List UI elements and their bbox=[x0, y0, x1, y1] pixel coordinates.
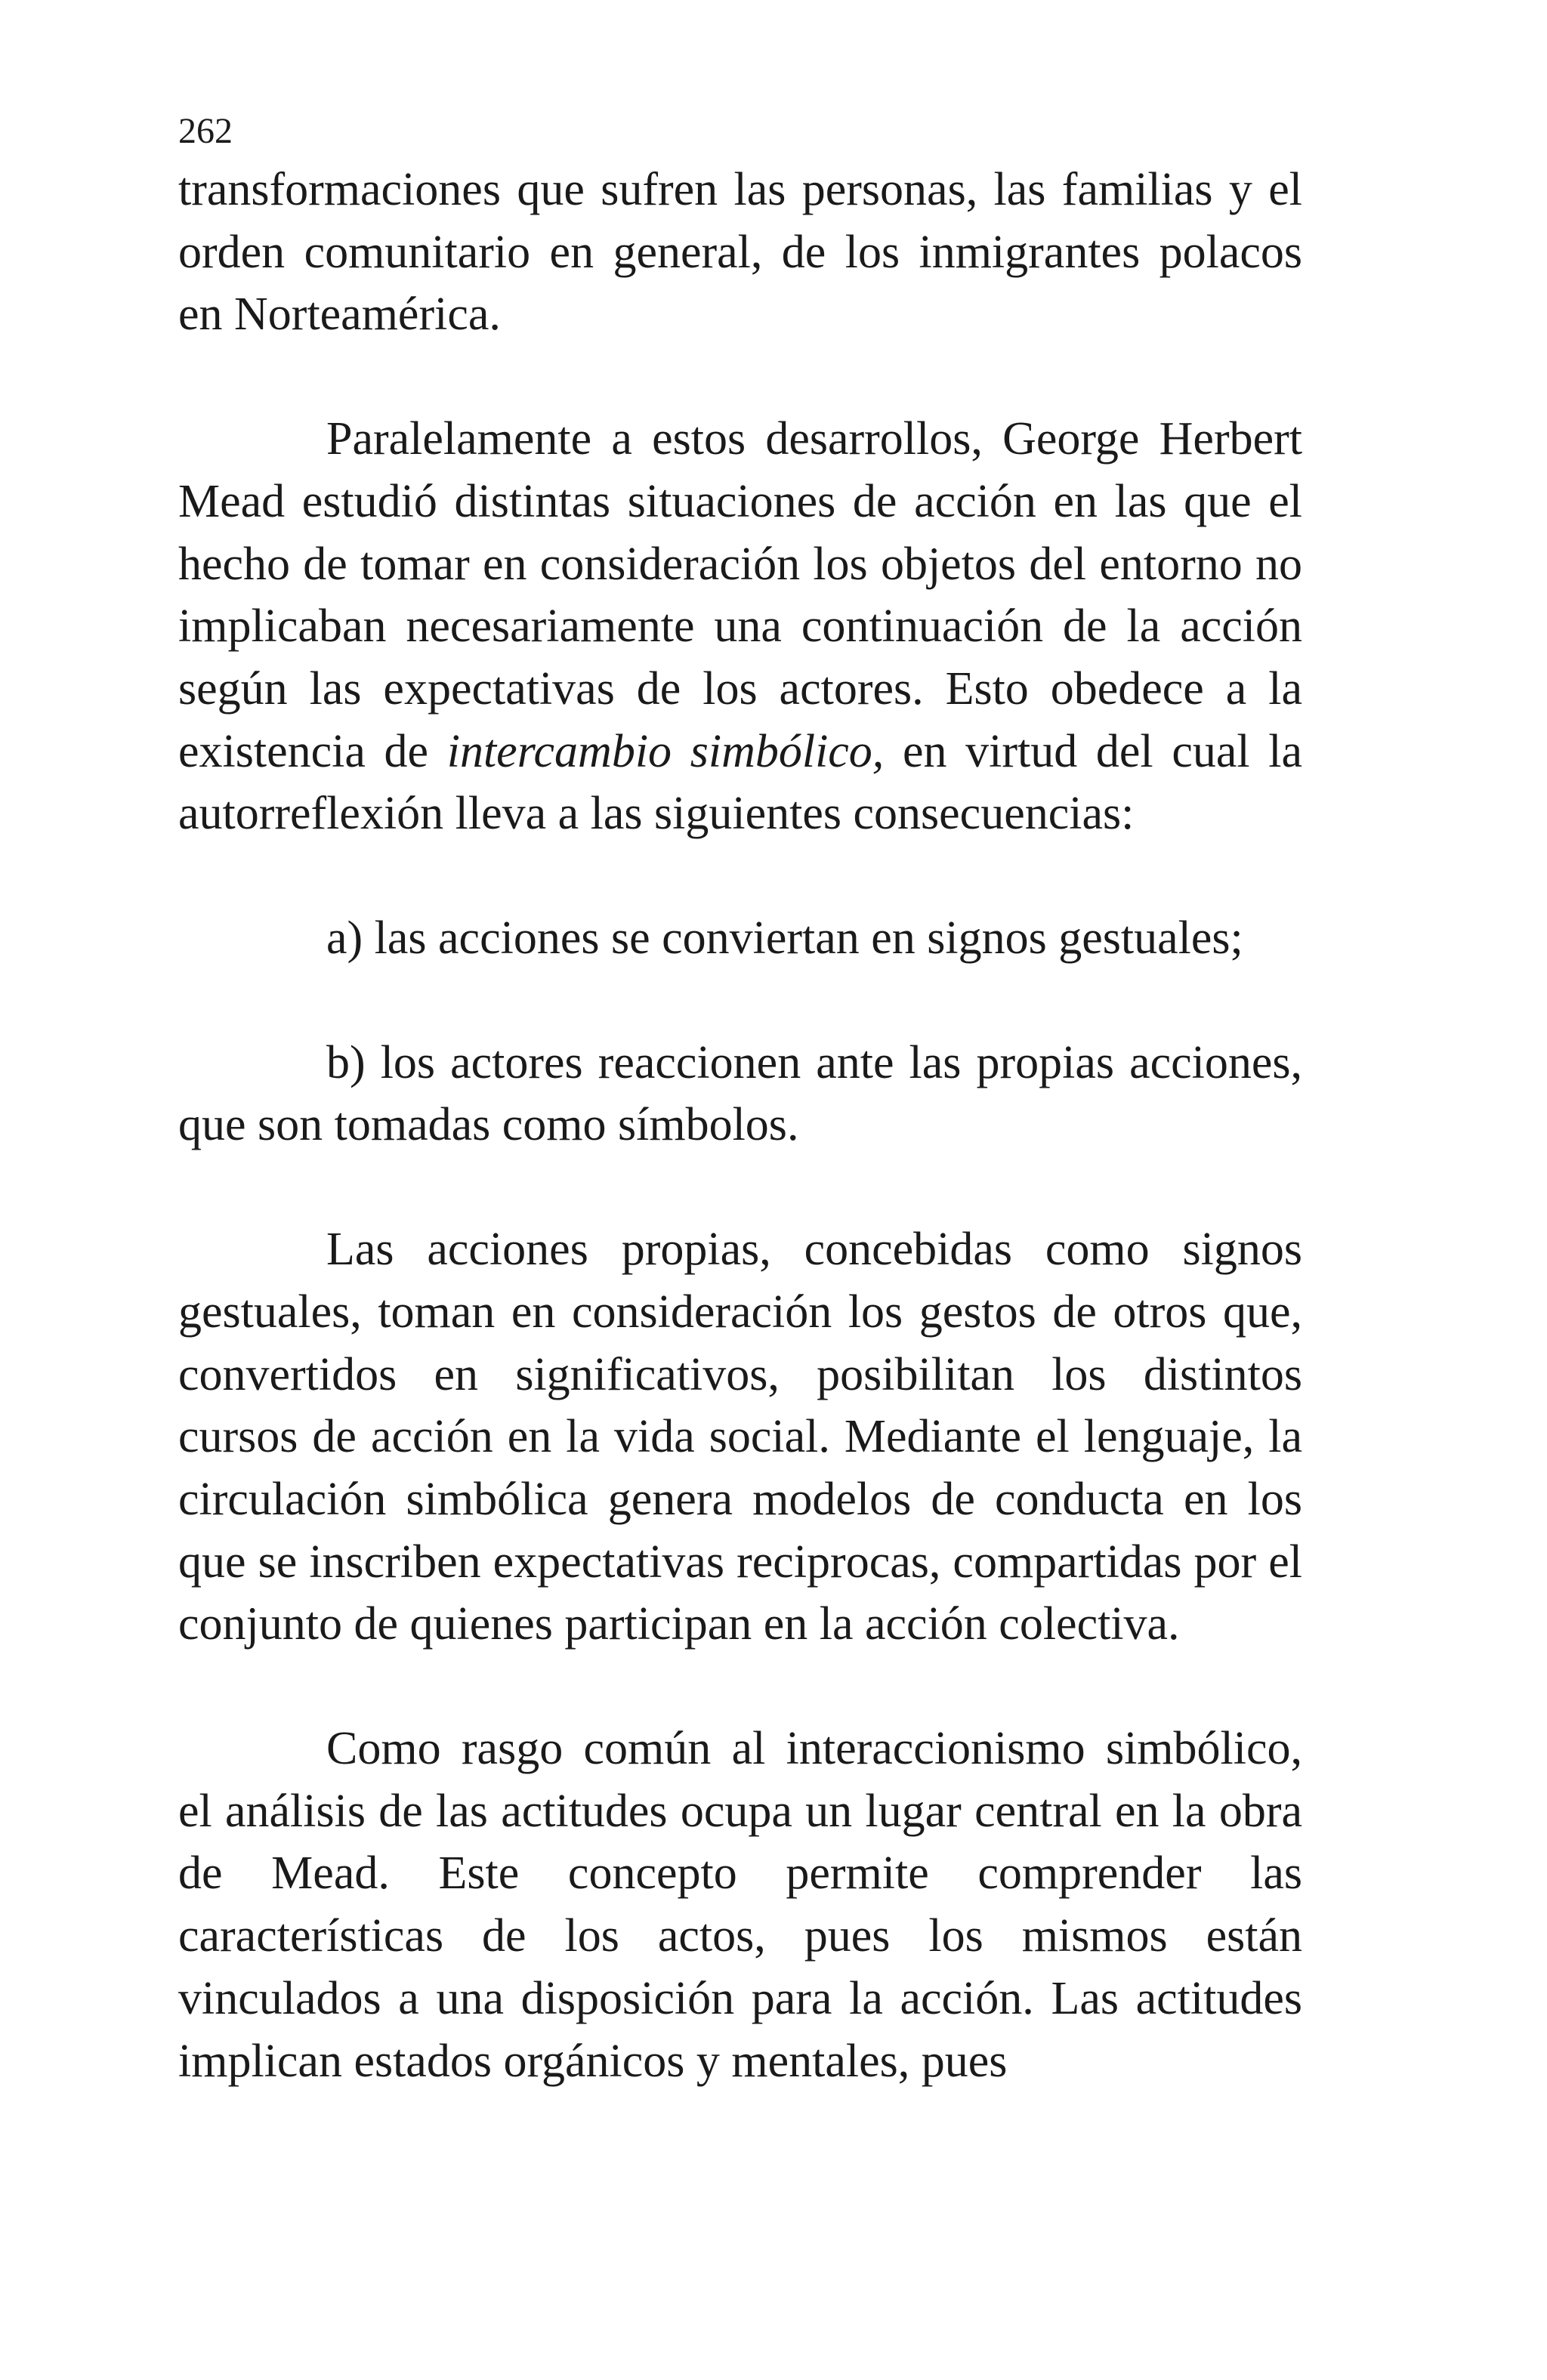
list-item-b: b) los actores reaccionen ante las propias acciones, que son tomadas como símbolos. bbox=[178, 1036, 1302, 1151]
paragraph-continuation: transformaciones que sufren las personas, las familias y el orden comunitario en general, de los inmigrantes polacos en Norteamérica. bbox=[178, 164, 1302, 341]
book-page bbox=[178, 113, 1302, 2092]
paragraph-attitudes: Como rasgo común al interaccionismo simbólico, el análisis de las actitudes ocupa un lugar central en la obra de Mead. Este concepto permite comprender las características de los actos, pues los mismos están vinculados a una disposición para la acción. Las actitudes implican estados orgánicos y mentales, pues bbox=[178, 1723, 1302, 2087]
paragraph-text: Paralelamente a estos desarrollos, George Herbert Mead estudió distintas situaciones de acción en las que el hecho de tomar en consideración los objetos del entorno no implicaban necesariamente una continuación de la acción según las expectativas de los actores. Esto obedece a la existencia de bbox=[178, 413, 1302, 777]
paragraph-text: en virtud del cual la autorreflexión lleva a las siguientes consecuencias: bbox=[178, 725, 1302, 840]
italic-term: intercambio simbólico, bbox=[446, 725, 885, 777]
paragraph-mead-situations bbox=[178, 408, 1302, 845]
paragraph-own-actions: Las acciones propias, concebidas como signos gestuales, toman en consideración los gestos de otros que, convertidos en significativos, posibilitan los distintos cursos de acción en la vida social. Mediante el lenguaje, la circulación simbólica genera modelos de conducta en los que se inscriben expectativas reciprocas, compartidas por el conjunto de quienes participan en la acción colectiva. bbox=[178, 1224, 1302, 1650]
page-number: 262 bbox=[178, 111, 233, 151]
list-item-a: a) las acciones se conviertan en signos gestuales; bbox=[326, 912, 1243, 965]
